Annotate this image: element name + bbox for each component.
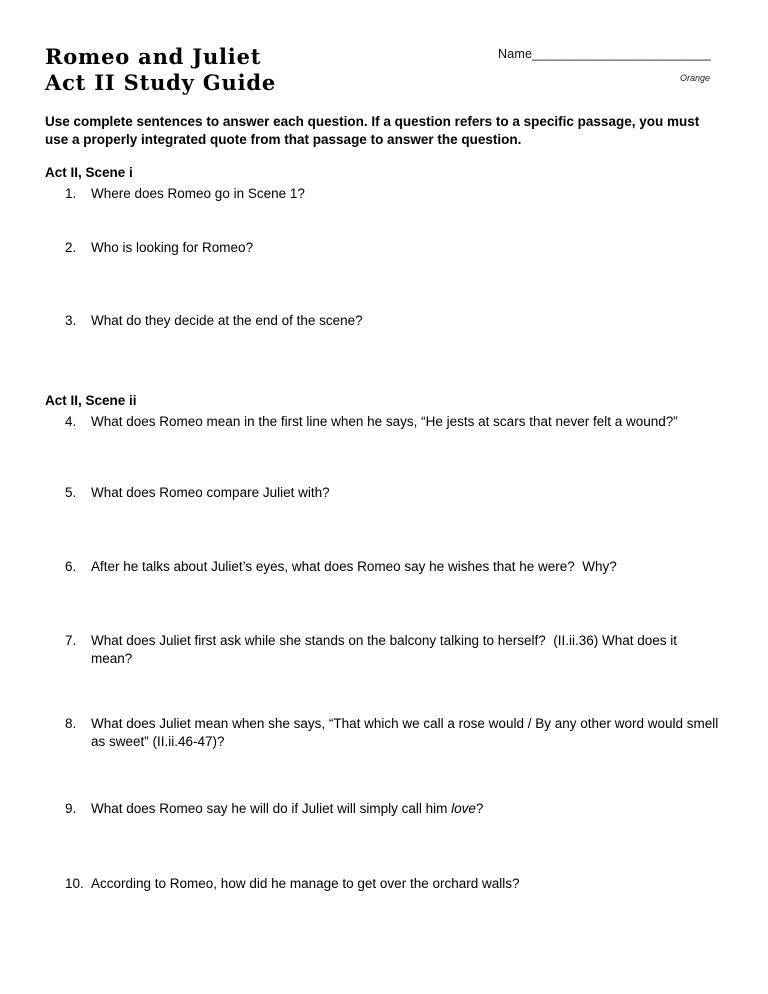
question-item-9 [65,800,720,818]
document-header [45,44,720,97]
question-number: 2. [65,239,77,255]
question-number: 3. [65,312,77,328]
question-item-3 [65,312,720,330]
question-text-after-italic: ? [475,801,484,817]
question-number: 5. [65,484,77,500]
question-item-8 [65,715,723,751]
question-item-5 [65,484,720,502]
question-text: Where does Romeo go in Scene 1? [91,185,305,201]
question-list-scene-ii [65,413,723,894]
section-scene-ii [45,392,723,894]
question-number: 8. [65,716,77,732]
question-number: 4. [65,413,77,429]
question-number: 1. [65,185,77,201]
question-item-6 [65,558,720,576]
version-label: Orange [679,73,710,83]
question-item-10 [65,875,720,893]
question-text [91,800,720,818]
question-text: What does Romeo mean in the first line when he says, “He jests at scars that never felt a wound?” [91,413,678,429]
question-number: 6. [65,558,77,574]
question-number: 9. [65,801,77,817]
question-text-italic-word: love [451,801,476,817]
doc-title-line1: Romeo and Juliet [45,44,262,69]
section-heading-scene-i: Act II, Scene i [45,164,133,180]
name-blank-field: Name_________________________ [498,47,711,61]
title-block [45,44,276,97]
question-text: What does Juliet first ask while she stands on the balcony talking to herself? (II.ii.36) What does it mean? [91,632,681,666]
question-text: What does Juliet mean when she says, “That which we call a rose would / By any other word would smell as sweet” (II.ii.46-47)? [91,716,723,750]
instructions-text: Use complete sentences to answer each question. If a question refers to a specific passage, you must use a properly integrated quote from that passage to answer the question. [45,113,700,147]
name-block [498,44,720,83]
question-item-7 [65,632,720,668]
section-scene-i [45,164,720,330]
question-list-scene-i [65,185,720,330]
doc-title-line2: Act II Study Guide [45,70,277,96]
question-text: Who is looking for Romeo? [91,239,254,255]
section-heading-scene-ii: Act II, Scene ii [45,392,137,408]
question-text: What do they decide at the end of the scene? [91,312,363,328]
question-item-1 [65,185,720,203]
question-text: After he talks about Juliet’s eyes, what does Romeo say he wishes that he were? Why? [91,558,617,574]
question-text-before-italic: What does Romeo say he will do if Juliet will simply call him [91,801,452,817]
question-text: According to Romeo, how did he manage to get over the orchard walls? [91,876,520,892]
question-number: 7. [65,632,77,648]
question-item-2 [65,239,720,257]
question-item-4 [65,413,720,431]
question-number: 10. [65,876,84,892]
question-text: What does Romeo compare Juliet with? [91,484,330,500]
